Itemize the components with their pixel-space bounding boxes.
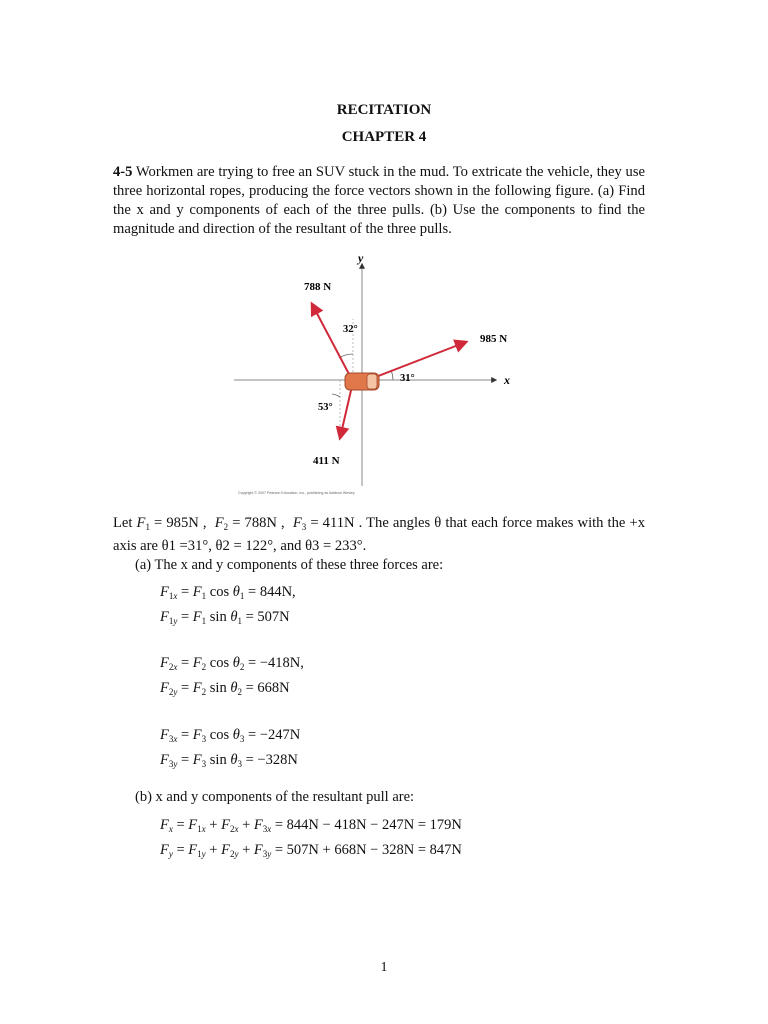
angle-53-label: 53° [318, 402, 333, 413]
force-985-arrow [368, 342, 466, 380]
angle-31-label: 31° [400, 373, 415, 384]
page-title: RECITATION [336, 102, 432, 118]
equation-f3y: $F_{3y} = F_3$ $\sin \theta_3 = -328N$ [160, 752, 298, 769]
chapter-title: CHAPTER 4 [341, 129, 427, 145]
force-411-arrow [340, 386, 352, 438]
force-788-arrow [312, 304, 350, 376]
equation-ry: $F_y = F_{1y} + F_{2y} + F_{3y} = 507N + 668N - 328N = 847N$ [160, 842, 462, 859]
equation-f2x: $F_{2x} = F_2$ $\cos \theta_2 = -418N$, [160, 655, 304, 672]
force-788-label: 788 N [304, 281, 332, 293]
equation-f3x: $F_{3x} = F_3$ $\cos \theta_3 = -247N$ [160, 727, 301, 744]
angles-text: The angles θ that each force makes with the +x axis are θ1 =31°, θ2 = 122°, and θ3 = 233°. [113, 515, 645, 554]
force-985-label: 985 N [480, 333, 508, 345]
angle-32-label: 32° [343, 324, 358, 335]
x-axis-label: x [504, 373, 510, 387]
given-paragraph: Let $F_1 = 985N$ , $F_2 = 788N$ , $F_3 = 411N$ . The angles θ that each force makes with the +x axis are θ1 =31°, θ2 = 122°, and θ3 = 233°. [113, 515, 645, 554]
equation-f1y: $F_{1y} = F_1$ $\sin \theta_1 = 507N$ [160, 609, 290, 626]
force-diagram [228, 254, 546, 498]
part-a-label: (a) The x and y components of these three forces are: [135, 557, 444, 573]
equation-f1x: $F_{1x} = F_1$ $\cos \theta_1 = 844N$, [160, 584, 296, 601]
part-b-label: (b) x and y components of the resultant pull are: [135, 789, 415, 805]
y-axis-label: y [358, 254, 364, 265]
problem-text: Workmen are trying to free an SUV stuck in the mud. To extricate the vehicle, they use three horizontal ropes, producing the force vectors shown in the following figure. (a) Find the x and y components of each of the three pulls. (b) Use the components to find the magnitude and direction of the resultant of the three pulls. [113, 164, 645, 237]
force-411-label: 411 N [313, 455, 340, 467]
figure-copyright: Copyright © 2007 Pearson Education, Inc., publishing as Addison Wesley [238, 491, 355, 495]
equation-rx: $F_x = F_{1x} + F_{2x} + F_{3x} = 844N - 418N - 247N = 179N$ [160, 817, 462, 834]
equation-f2y: $F_{2y} = F_2$ $\sin \theta_2 = 668N$ [160, 680, 290, 697]
problem-number: 4-5 [113, 164, 133, 180]
problem-statement [113, 163, 645, 239]
page-number: 1 [380, 960, 388, 975]
